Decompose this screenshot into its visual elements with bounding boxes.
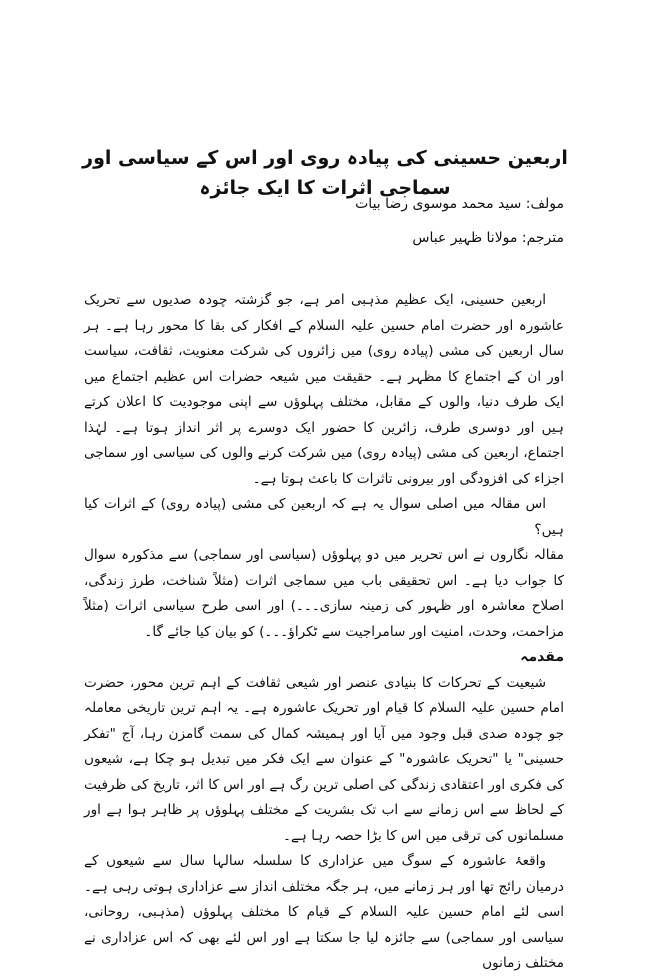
document-body <box>84 288 564 977</box>
intro-paragraph: اربعین حسینی، ایک عظیم مذہبی امر ہے، جو گزشتہ چودہ صدیوں سے تحریک عاشورہ اور حضرت امام حسین علیہ السلام کے افکار کی بقا کا محور رہا ہے۔ ہر سال اربعین کی مشی (پیادہ روی) میں زائروں کی شرکت معنویت، ثقافت، سیاست اور ان کے اجتماع کا مظہر ہے۔ حقیقت میں شیعہ حضرات اس عظیم اجتماع میں ایک طرف دنیا، والوں کے مقابل، مختلف پہلوؤں سے اپنی موجودیت کا اعلان کرتے ہیں اور دوسری طرف، زائرین کا حضور ایک دوسرے پر اثر انداز ہوتا ہے۔ لہٰذا اجتماع، اربعین کی مشی (پیادہ روی) میں شرکت کرنے والوں کی سیاسی اور سماجی اجزاء کی افزودگی اور بیرونی تاثرات کا باعث ہوتا ہے۔ <box>84 292 564 487</box>
section-paragraph: واقعۂ عاشورہ کے سوگ میں عزاداری کا سلسلہ سالہا سال سے شیعوں کے درمیان رائج تھا اور ہر زمانے میں، ہر جگہ مختلف انداز سے عزاداری ہوتی رہی ہے۔ اسی لئے امام حسین علیہ السلام کے قیام کا مختلف پہلوؤں (مذہبی، روحانی، سیاسی اور سماجی) سے جائزہ لیا جا سکتا ہے اور اس لئے بھی کہ اس عزاداری نے مختلف زمانوں <box>84 853 564 971</box>
research-question-paragraph: اس مقالہ میں اصلی سوال یہ ہے کہ اربعین کی مشی (پیادہ روی) کے اثرات کیا ہیں؟ <box>84 496 564 538</box>
author-line: مولف: سید محمد موسوی رضا بیات <box>355 196 564 212</box>
section-heading: مقدمہ <box>520 649 564 665</box>
intro-paragraph: مقالہ نگاروں نے اس تحریر میں دو پہلوؤں (سیاسی اور سماجی) سے مذکورہ سوال کا جواب دیا ہے۔ اس تحقیقی باب میں سماجی اثرات (مثلاً شناخت، طرز زندگی، اصلاح معاشرہ اور ظہور کی زمینہ سازی۔۔۔) اور اسی طرح سیاسی اثرات (مثلاً مزاحمت، وحدت، امنیت اور سامراجیت سے ٹکراؤ۔۔۔) کو بیان کیا جائے گا۔ <box>84 547 564 640</box>
document-title: اربعین حسینی کی پیادہ روی اور اس کے سیاسی اور سماجی اثرات کا ایک جائزہ <box>82 147 568 199</box>
section-paragraph: شیعیت کے تحرکات کا بنیادی عنصر اور شیعی ثقافت کے اہم ترین محور، حضرت امام حسین علیہ السلام کا قیام اور تحریک عاشورہ ہے۔ یہ اہم ترین تاریخی معاملہ جو چودہ صدی قبل وجود میں آیا اور ہمیشہ کمال کی سمت گامزن رہا، آج "تفکر حسینی" یا "تحریک عاشورہ" کے عنوان سے ایک فکر میں تبدیل ہو چکا ہے، شیعوں کی فکری اور اعتقادی زندگی کی اصلی ترین رگ ہے اور اس کا اثر، تاریخ کی ظرفیت کے لحاظ سے اس زمانے سے اب تک بشریت کے مختلف پہلوؤں پر ظاہر ہوا ہے اور مسلمانوں کی ترقی میں اس کا بڑا حصہ رہا ہے۔ <box>84 674 564 844</box>
translator-line: مترجم: مولانا ظہیر عباس <box>412 230 564 246</box>
